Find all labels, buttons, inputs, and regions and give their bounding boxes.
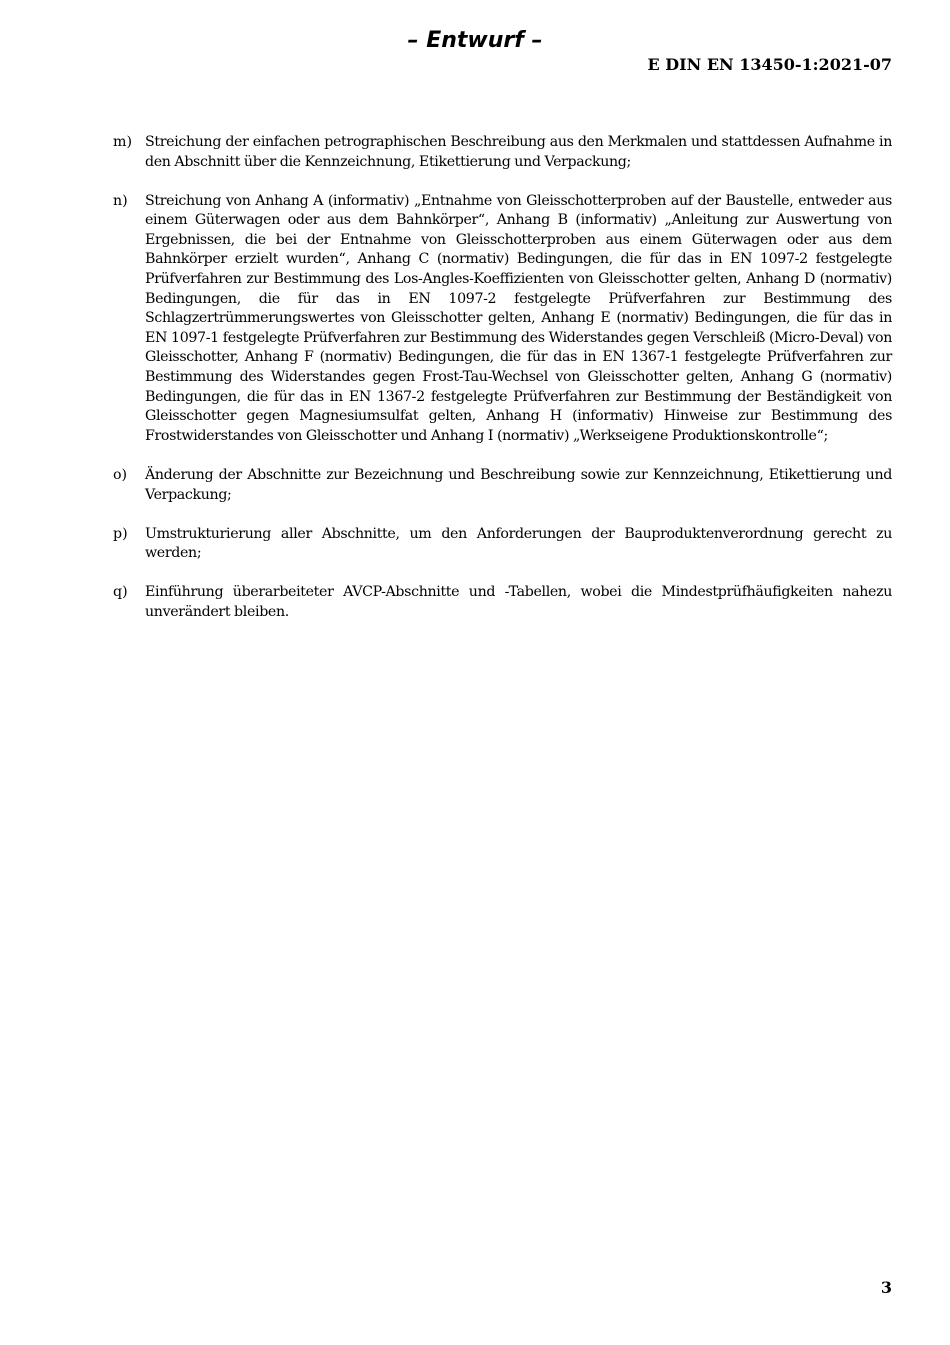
list-item-text: Streichung der einfachen petrographischen Beschreibung aus den Merkmalen und stattdessen Aufnahme in den Abschnitt über die Kennzeichnung, Etikettierung und Verpackung;	[145, 134, 892, 170]
draft-title: – Entwurf –	[407, 28, 543, 53]
list-item-text: Einführung überarbeiteter AVCP-Abschnitte und -Tabellen, wobei die Mindestprüfhäufigkeiten nahezu unverändert bleiben.	[145, 584, 892, 620]
change-list	[113, 133, 892, 642]
document-id: E DIN EN 13450-1:2021-07	[647, 55, 892, 74]
list-item	[113, 133, 892, 172]
list-item	[113, 583, 892, 622]
list-item-text: Streichung von Anhang A (informativ) „Entnahme von Gleisschotterproben auf der Baustelle, entweder aus einem Güterwagen oder aus dem Bahnkörper“, Anhang B (informativ) „Anleitung zur Auswertung von Ergebnissen, die bei der Entnahme von Gleisschotterproben aus einem Güterwagen oder aus dem Bahnkörper erzielt wurden“, Anhang C (normativ) Bedingungen, die für das in EN 1097-2 festgelegte Prüfverfahren zur Bestimmung des Los-Angles-Koeffizienten von Gleisschotter gelten, Anhang D (normativ) Bedingungen, die für das in EN 1097-2 festgelegte Prüfverfahren zur Bestimmung des Schlagzertrümmerungswertes von Gleisschotter gelten, Anhang E (normativ) Bedingungen, die für das in EN 1097-1 festgelegte Prüfverfahren zur Bestimmung des Widerstandes gegen Verschleiß (Micro-Deval) von Gleisschotter, Anhang F (normativ) Bedingungen, die für das in EN 1367-1 festgelegte Prüfverfahren zur Bestimmung des Widerstandes gegen Frost-Tau-Wechsel von Gleisschotter gelten, Anhang G (normativ) Bedingungen, die für das in EN 1367-2 festgelegte Prüfverfahren zur Bestimmung der Beständigkeit von Gleisschotter gegen Magnesiumsulfat gelten, Anhang H (informativ) Hinweise zur Bestimmung des Frostwiderstandes von Gleisschotter und Anhang I (normativ) „Werkseigene Produktionskontrolle“;	[145, 192, 892, 444]
list-item-marker: o)	[113, 466, 128, 483]
list-item-marker: q)	[113, 584, 128, 601]
list-item-marker: m)	[113, 134, 132, 150]
page-number: 3	[880, 1278, 892, 1297]
list-item-text: Änderung der Abschnitte zur Bezeichnung und Beschreibung sowie zur Kennzeichnung, Etikettierung und Verpackung;	[145, 466, 892, 503]
list-item	[113, 466, 892, 505]
list-item-marker: p)	[113, 525, 128, 542]
list-item-marker: n)	[113, 192, 128, 209]
list-item	[113, 525, 892, 564]
list-item	[113, 192, 892, 447]
list-item-text: Umstrukturierung aller Abschnitte, um den Anforderungen der Bauproduktenverordnung gerecht zu werden;	[145, 525, 892, 562]
